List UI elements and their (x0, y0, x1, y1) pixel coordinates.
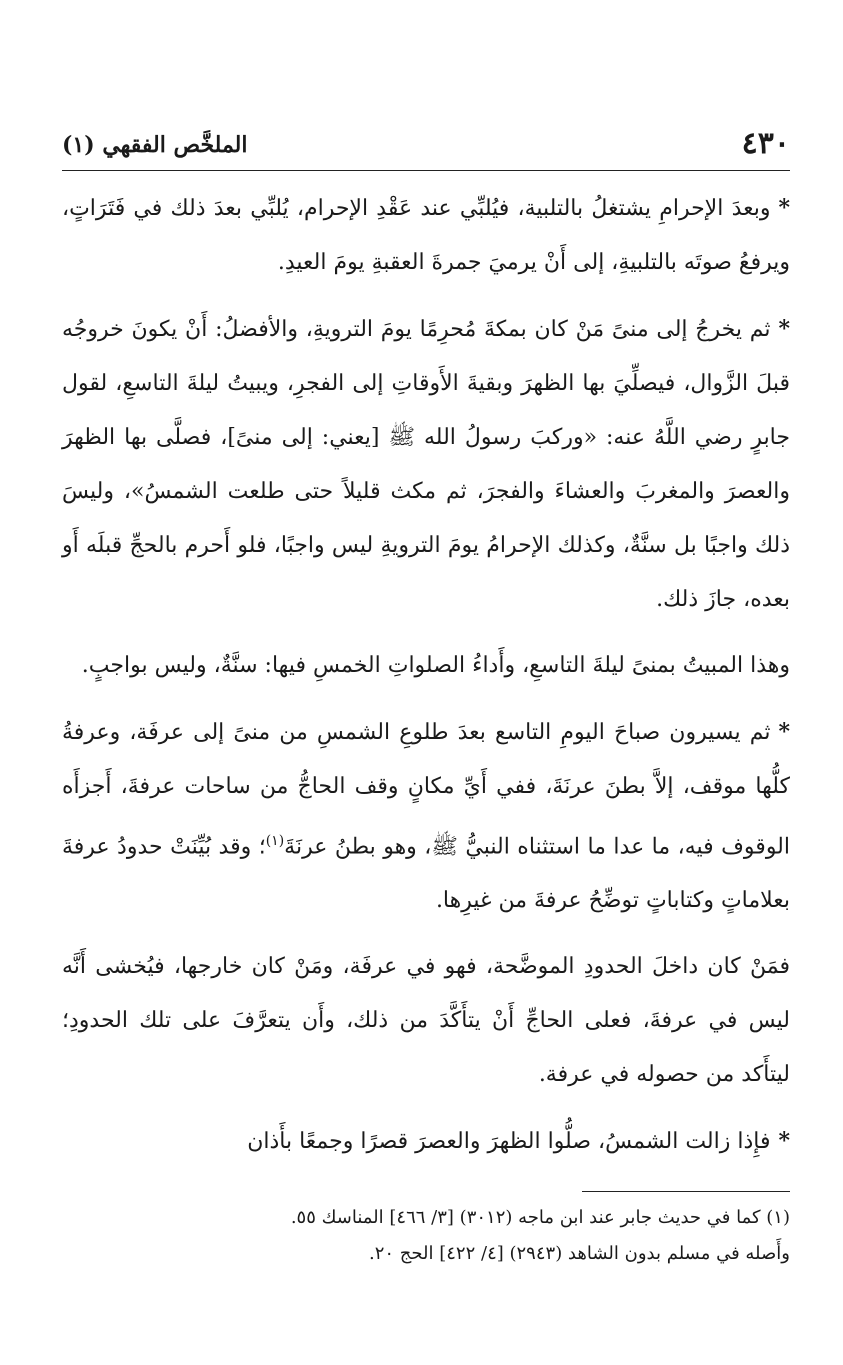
paragraph-text: وبعدَ الإحرامِ يشتغلُ بالتلبية، فيُلبِّي عند عَقْدِ الإحرام، يُلبِّي بعدَ ذلك في فَتَرَاتٍ، ويرفعُ صوتَه بالتلبيةِ، إلى أَنْ يرميَ جمرةَ العقبةِ يومَ العيدِ. (62, 196, 790, 275)
paragraph (62, 1114, 790, 1169)
paragraph-text-continued: ؛ وقد بُيِّنَتْ حدودُ عرفةَ بعلاماتٍ وكتاباتٍ توضِّحُ عرفةَ من غيرِها. (62, 834, 790, 914)
footnotes (62, 1200, 790, 1272)
paragraph-marker: * (778, 719, 790, 745)
page-header (62, 118, 790, 171)
page-number: ٤٣٠ (741, 126, 790, 161)
paragraph-marker: * (778, 316, 790, 342)
paragraph-marker: * (778, 195, 790, 221)
paragraph (62, 302, 790, 627)
paragraph-marker: * (778, 1128, 790, 1155)
paragraph (62, 940, 790, 1102)
footnote-line: وأَصله في مسلم بدون الشاهد (٢٩٤٣) [٤/ ٤٢٢] الحج ٢٠. (368, 1243, 790, 1265)
paragraph-text: ثم يسيرون صباحَ اليومِ التاسع بعدَ طلوعِ الشمسِ من منىً إلى عرفَة، وعرفةُ كلُّها موقف، إلاَّ بطنَ عرنَةَ، ففي أَيِّ مكانٍ وقف الحاجُّ من ساحات عرفةَ، أَجزأَه الوقوف فيه، ما عدا ما استثناه النبيُّ ﷺ، وهو بطنُ عرنَةَ (62, 720, 791, 860)
paragraph (62, 705, 790, 928)
paragraph-text: وهذا المبيتُ بمنىً ليلةَ التاسعِ، وأَداءُ الصلواتِ الخمسِ فيها: سنَّةٌ، وليس بواجبٍ. (81, 653, 790, 678)
paragraph-text: فإِذا زالت الشمسُ، صلُّوا الظهرَ والعصرَ قصرًا وجمعًا بأَذان (247, 1129, 771, 1155)
footnote-reference[interactable]: (١) (265, 833, 285, 849)
page-body (62, 181, 790, 1169)
page (62, 118, 790, 1272)
paragraph-text: فمَنْ كان داخلَ الحدودِ الموضَّحة، فهو في عرفَة، ومَنْ كان خارجها، فيُخشى أَنَّه ليس في عرفةَ، فعلى الحاجِّ أَنْ يتأَكَّدَ من ذلك، وأَن يتعرَّفَ على تلك الحدودِ؛ ليتأَكد من حصوله في عرفة. (62, 954, 790, 1088)
paragraph (62, 639, 790, 693)
paragraph-text: ثم يخرجُ إلى منىً مَنْ كان بمكةَ مُحرِمًا يومَ الترويةِ، والأفضلُ: أَنْ يكونَ خروجُه قبلَ الزَّوال، فيصلِّيَ بها الظهرَ وبقيةَ الأَوقاتِ إلى الفجرِ، ويبيتُ ليلةَ التاسعِ، لقول جابرٍ رضي اللَّهُ عنه: «وركبَ رسولُ الله ﷺ [يعني: إلى منىً]، فصلَّى بها الظهرَ والعصرَ والمغربَ والعشاءَ والفجرَ، ثم مكث قليلاً حتى طلعت الشمسُ»، وليسَ ذلك واجبًا بل سنَّةٌ، وكذلك الإحرامُ يومَ الترويةِ ليس واجبًا، فلو أَحرم بالحجِّ قبلَه أَو بعده، جازَ ذلك. (62, 317, 790, 612)
running-title: الملخَّص الفقهي (١) (62, 132, 248, 158)
footnote-line: (١) كما في حديث جابر عند ابن ماجه (٣٠١٢) [٣/ ٤٦٦] المناسك ٥٥. (290, 1207, 790, 1229)
footnote-divider (582, 1191, 790, 1192)
paragraph (62, 181, 790, 290)
